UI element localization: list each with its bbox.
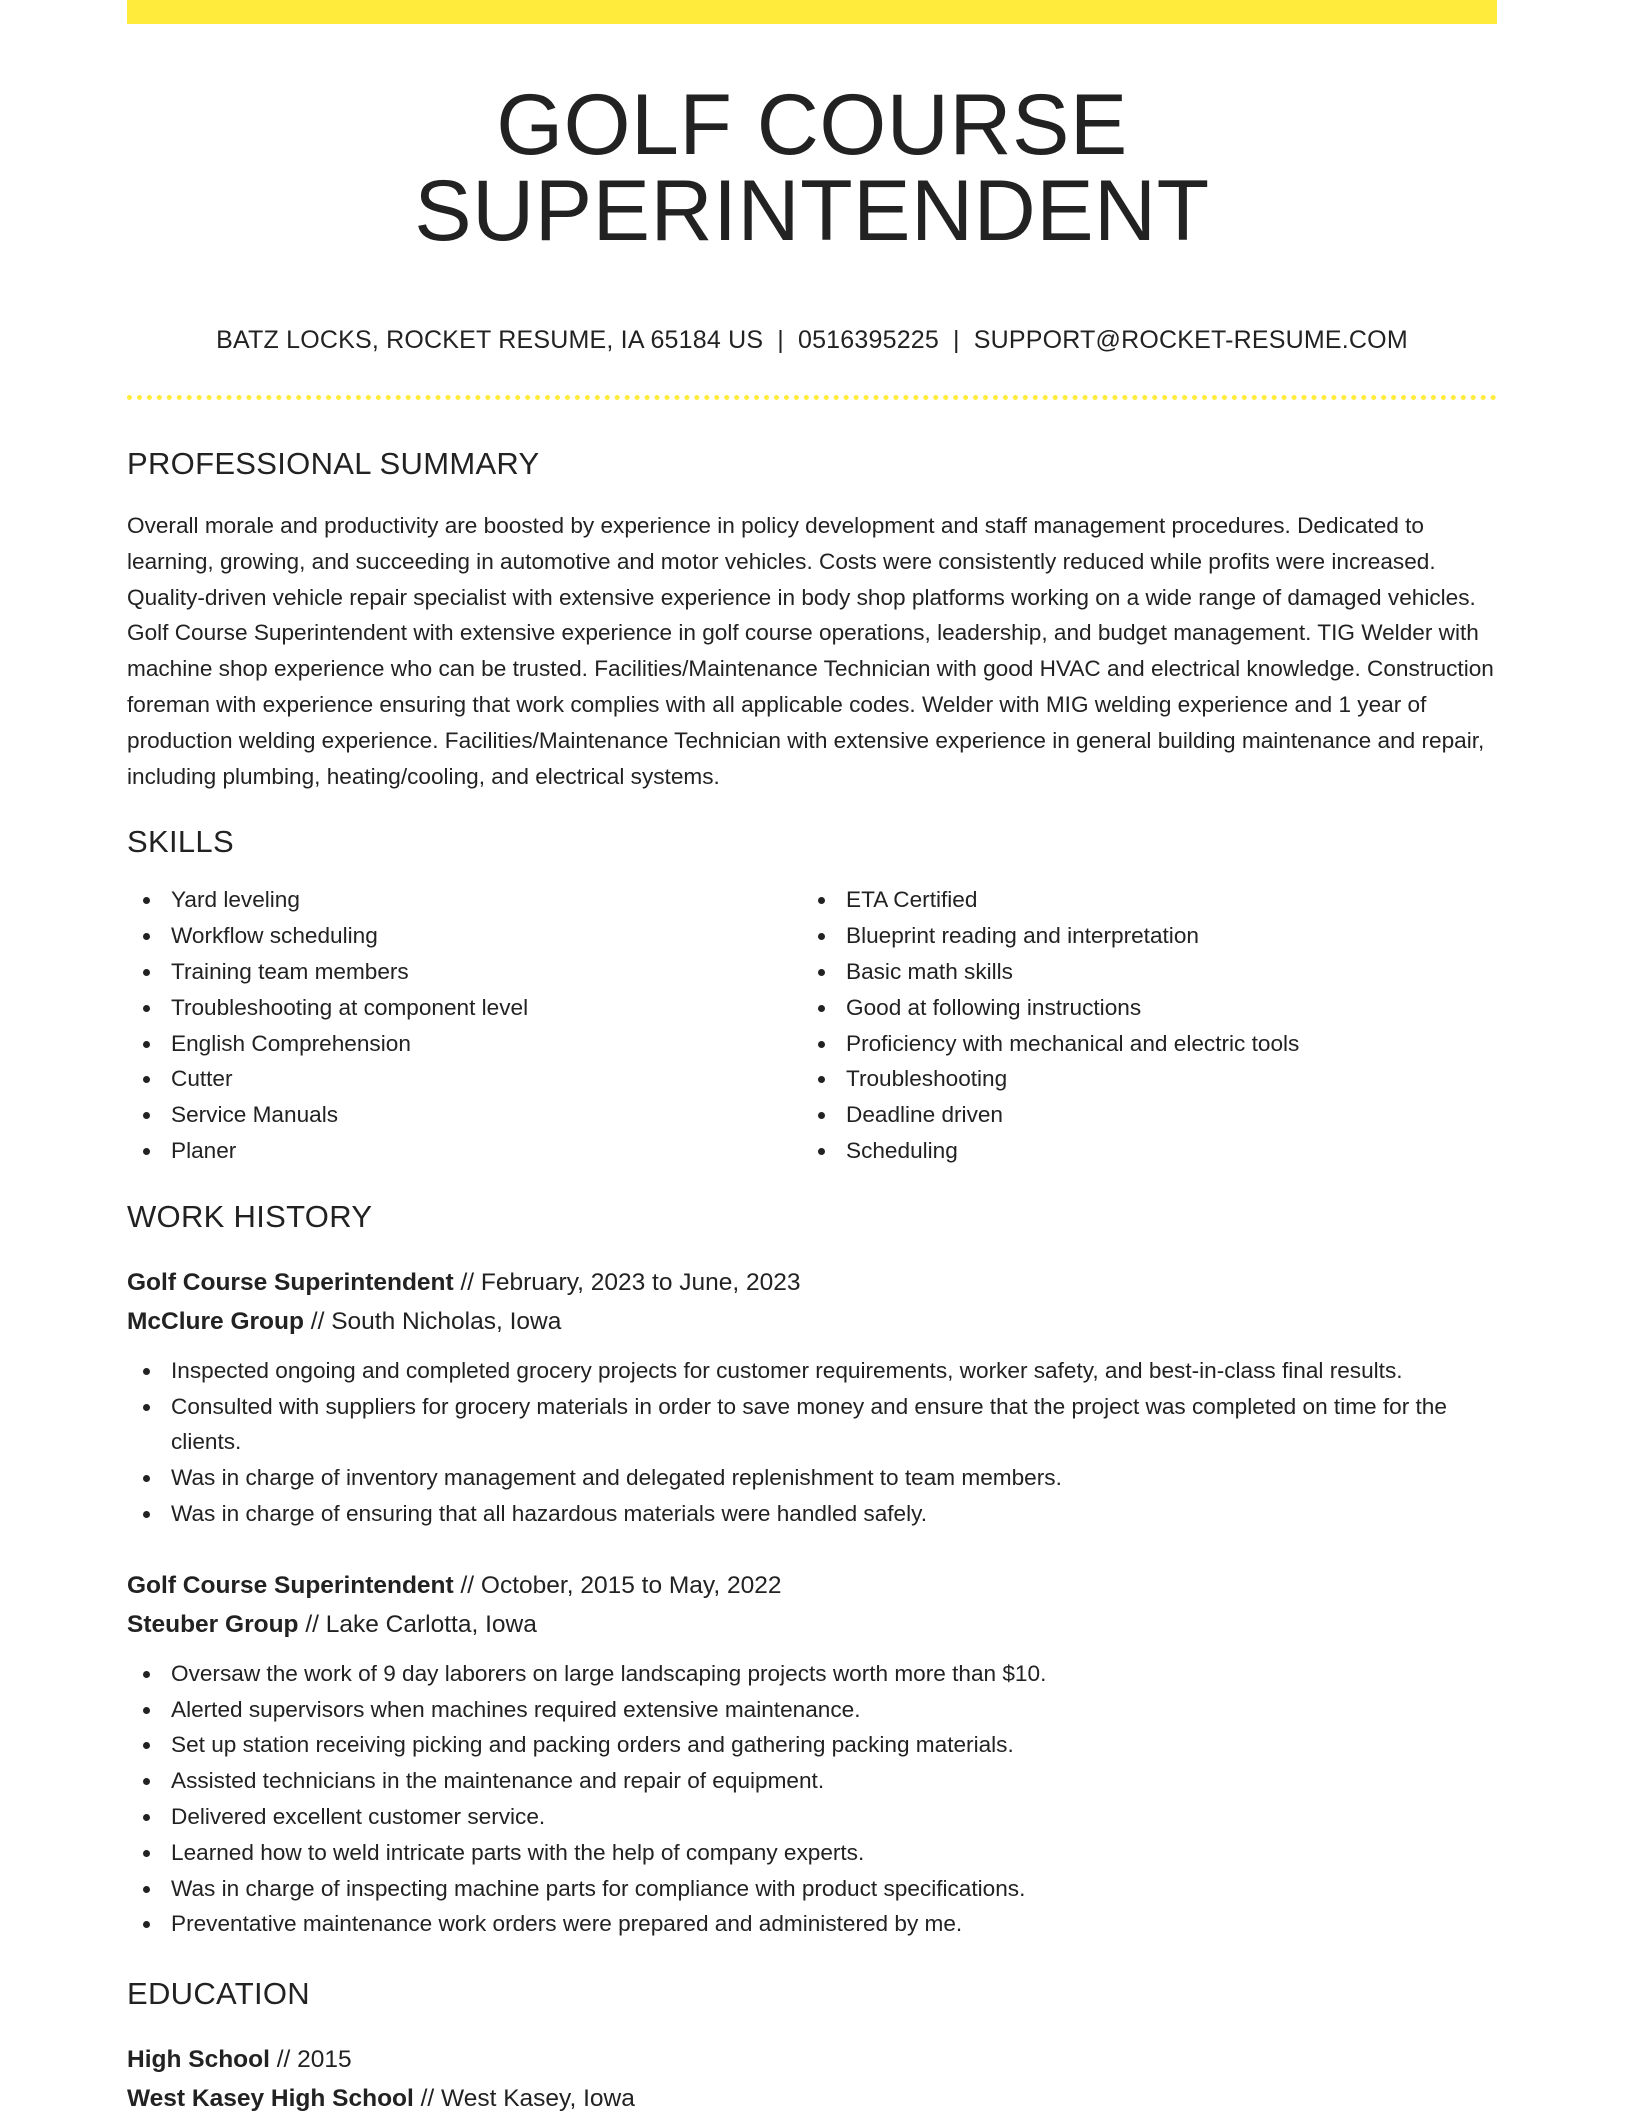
education-school-line <box>127 2079 1497 2118</box>
education-entry <box>127 2040 1497 2118</box>
job-bullets <box>127 1353 1467 1532</box>
skill-item: Proficiency with mechanical and electric tools <box>802 1026 1477 1062</box>
job-company-line <box>127 1605 1497 1644</box>
skill-item: Service Manuals <box>127 1097 802 1133</box>
job-bullet: Was in charge of ensuring that all hazardous materials were handled safely. <box>127 1496 1467 1532</box>
skill-item: English Comprehension <box>127 1026 802 1062</box>
job-entry <box>127 1566 1497 1942</box>
contact-phone: 0516395225 <box>797 326 940 354</box>
job-bullet: Was in charge of inspecting machine parts for compliance with product specifications. <box>127 1871 1467 1907</box>
education-degree: High School <box>127 2046 270 2074</box>
skill-item: Planer <box>127 1133 802 1169</box>
skills-list <box>127 882 1497 1168</box>
job-bullet: Set up station receiving picking and packing orders and gathering packing materials. <box>127 1727 1467 1763</box>
education-degree-line <box>127 2040 1497 2079</box>
job-location: // Lake Carlotta, Iowa <box>298 1610 537 1638</box>
job-bullet: Preventative maintenance work orders were prepared and administered by me. <box>127 1906 1467 1942</box>
job-bullet: Oversaw the work of 9 day laborers on large landscaping projects worth more than $10. <box>127 1656 1467 1692</box>
skills-column-right <box>802 882 1477 1168</box>
job-bullet: Alerted supervisors when machines required extensive maintenance. <box>127 1692 1467 1728</box>
skill-item: Good at following instructions <box>802 990 1477 1026</box>
education-heading: EDUCATION <box>127 1976 310 2012</box>
job-bullet: Learned how to weld intricate parts with the help of company experts. <box>127 1835 1467 1871</box>
contact-address: BATZ LOCKS, ROCKET RESUME, IA 65184 US <box>216 326 764 354</box>
contact-separator: | <box>953 326 960 354</box>
work-history-heading: WORK HISTORY <box>127 1198 373 1234</box>
contact-separator: | <box>777 326 784 354</box>
contact-line <box>127 326 1497 355</box>
job-title: Golf Course Superintendent <box>127 1268 454 1296</box>
dotted-divider <box>127 395 1497 400</box>
job-company-line <box>127 1302 1497 1341</box>
education-year: // 2015 <box>269 2046 352 2074</box>
skill-item: Workflow scheduling <box>127 918 802 954</box>
skill-item: Scheduling <box>802 1133 1477 1169</box>
job-title-line <box>127 1566 1497 1605</box>
job-bullet: Inspected ongoing and completed grocery projects for customer requirements, worker safety, and best-in-class final results. <box>127 1353 1467 1389</box>
resume-title: GOLF COURSE SUPERINTENDENT <box>414 77 1210 259</box>
skill-item: Yard leveling <box>127 882 802 918</box>
skill-item: Training team members <box>127 954 802 990</box>
summary-heading: PROFESSIONAL SUMMARY <box>127 446 540 481</box>
skill-item: Blueprint reading and interpretation <box>802 918 1477 954</box>
contact-email[interactable]: SUPPORT@ROCKET-RESUME.COM <box>973 326 1408 354</box>
accent-bar <box>127 0 1497 24</box>
skill-item: Troubleshooting <box>802 1061 1477 1097</box>
resume-page <box>127 0 1497 2118</box>
job-dates: // February, 2023 to June, 2023 <box>453 1268 801 1296</box>
job-bullet: Delivered excellent customer service. <box>127 1799 1467 1835</box>
job-bullets <box>127 1656 1467 1942</box>
job-location: // South Nicholas, Iowa <box>303 1307 562 1335</box>
skill-item: Cutter <box>127 1061 802 1097</box>
job-title: Golf Course Superintendent <box>127 1571 454 1599</box>
summary-text: Overall morale and productivity are boosted by experience in policy development and staff management procedures. Dedicated to learning, growing, and succeeding in automotive and motor vehicles. Costs were consistently reduced while profits were increased. Quality-driven vehicle repair specialist with extensive experience in body shop platforms working on a wide range of damaged vehicles. Golf Course Superintendent with extensive experience in golf course operations, leadership, and budget management. TIG Welder with machine shop experience who can be trusted. Facilities/Maintenance Technician with good HVAC and electrical knowledge. Construction foreman with experience ensuring that work complies with all applicable codes. Welder with MIG welding experience and 1 year of production welding experience. Facilities/Maintenance Technician with extensive experience in general building maintenance and repair, including plumbing, heating/cooling, and electrical systems. <box>127 513 1494 789</box>
skills-column-left <box>127 882 802 1168</box>
job-bullet: Assisted technicians in the maintenance and repair of equipment. <box>127 1763 1467 1799</box>
job-title-line <box>127 1263 1497 1302</box>
job-entry <box>127 1263 1497 1532</box>
skill-item: Deadline driven <box>802 1097 1477 1133</box>
skills-heading: SKILLS <box>127 824 234 860</box>
education-school: West Kasey High School <box>127 2085 414 2113</box>
job-dates: // October, 2015 to May, 2022 <box>453 1571 782 1599</box>
skill-item: Basic math skills <box>802 954 1477 990</box>
education-location: // West Kasey, Iowa <box>413 2085 635 2113</box>
job-company: McClure Group <box>127 1307 304 1335</box>
job-bullet: Was in charge of inventory management and delegated replenishment to team members. <box>127 1460 1467 1496</box>
job-bullet: Consulted with suppliers for grocery materials in order to save money and ensure that the project was completed on time for the clients. <box>127 1389 1467 1461</box>
skill-item: Troubleshooting at component level <box>127 990 802 1026</box>
job-company: Steuber Group <box>127 1610 299 1638</box>
skill-item: ETA Certified <box>802 882 1477 918</box>
